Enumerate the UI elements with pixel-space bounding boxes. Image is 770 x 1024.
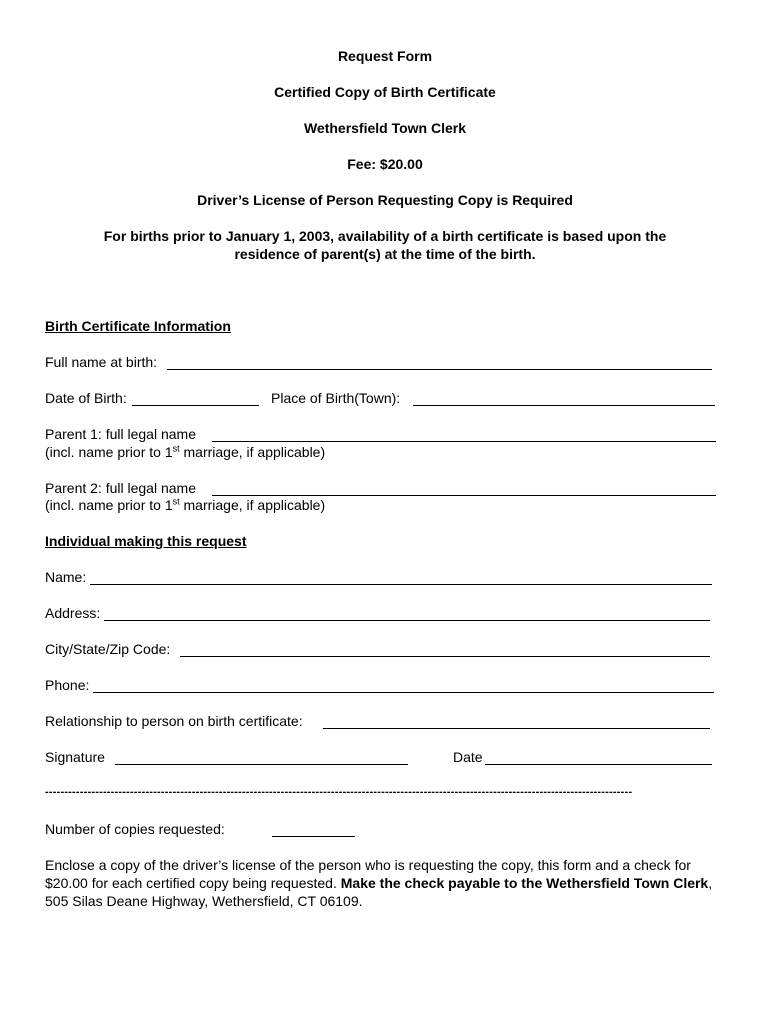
date-label: Date bbox=[453, 749, 483, 765]
cut-line-divider: -------------------------------------------------------------------------------------------------------------------------------------------------------- bbox=[45, 786, 633, 798]
relationship-field[interactable] bbox=[323, 728, 710, 729]
office-name: Wethersfield Town Clerk bbox=[303, 120, 467, 136]
copies-field[interactable] bbox=[272, 836, 355, 837]
address-label: Address: bbox=[45, 605, 101, 621]
dob-field[interactable] bbox=[132, 405, 259, 406]
signature-label: Signature bbox=[45, 749, 105, 765]
signature-field[interactable] bbox=[115, 764, 408, 765]
phone-field[interactable] bbox=[93, 692, 714, 693]
birth-section-heading: Birth Certificate Information bbox=[45, 318, 231, 334]
name-field[interactable] bbox=[90, 584, 712, 585]
name-label: Name: bbox=[45, 569, 87, 585]
relationship-label: Relationship to person on birth certificate: bbox=[45, 713, 303, 729]
place-of-birth-field[interactable] bbox=[413, 405, 715, 406]
parent2-name-field[interactable] bbox=[212, 495, 716, 496]
parent2-label: Parent 2: full legal name bbox=[45, 480, 196, 496]
city-label: City/State/Zip Code: bbox=[45, 641, 171, 657]
parent1-note: (incl. name prior to 1st marriage, if applicable) bbox=[45, 443, 326, 460]
instructions-paragraph: Enclose a copy of the driver’s license of the person who is requesting the copy, this form and a check for $20.00 for each certified copy being requested. Make the check payable to the Wethersfield Town Clerk, 505 Silas Deane Highway, Wethersfield, CT 06109. bbox=[45, 857, 713, 909]
requester-section-heading: Individual making this request bbox=[45, 533, 247, 549]
address-field[interactable] bbox=[104, 620, 710, 621]
parent1-label: Parent 1: full legal name bbox=[45, 426, 196, 442]
full-name-label: Full name at birth: bbox=[45, 354, 158, 370]
full-name-field[interactable] bbox=[167, 369, 712, 370]
date-field[interactable] bbox=[485, 764, 712, 765]
form-title: Request Form bbox=[337, 48, 433, 64]
fee-text: Fee: $20.00 bbox=[347, 156, 423, 172]
parent1-name-field[interactable] bbox=[212, 441, 716, 442]
form-subtitle: Certified Copy of Birth Certificate bbox=[274, 84, 496, 100]
id-requirement: Driver’s License of Person Requesting Copy is Required bbox=[197, 192, 573, 208]
notice-line-2: residence of parent(s) at the time of the birth. bbox=[234, 246, 536, 262]
copies-label: Number of copies requested: bbox=[45, 821, 225, 837]
dob-label: Date of Birth: bbox=[45, 390, 127, 406]
phone-label: Phone: bbox=[45, 677, 90, 693]
parent2-note: (incl. name prior to 1st marriage, if applicable) bbox=[45, 496, 326, 513]
payable-to-text: Make the check payable to the Wethersfield Town Clerk bbox=[340, 875, 709, 891]
place-of-birth-label: Place of Birth(Town): bbox=[271, 390, 401, 406]
city-state-zip-field[interactable] bbox=[180, 656, 710, 657]
notice-line-1: For births prior to January 1, 2003, availability of a birth certificate is based upon the bbox=[103, 228, 667, 244]
